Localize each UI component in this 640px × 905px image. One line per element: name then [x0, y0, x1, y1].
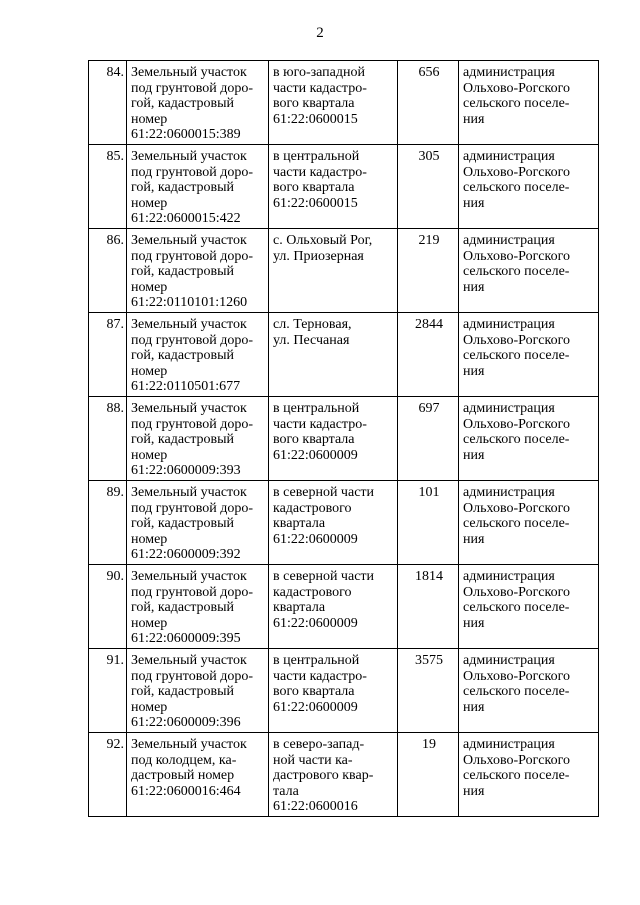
table-row — [89, 649, 599, 733]
land-plots-table — [88, 60, 599, 817]
plot-owner: администрация Ольхово-Рогского сельского поселе- ния — [459, 565, 599, 649]
plot-area: 1814 — [398, 565, 459, 649]
page-number: 2 — [316, 25, 324, 41]
table-row — [89, 229, 599, 313]
plot-description: Земельный участок под грунтовой доро- гой, кадастровый номер 61:22:0600009:393 — [127, 397, 269, 481]
row-number: 91. — [89, 649, 127, 733]
plot-location: в центральной части кадастро- вого квартала 61:22:0600015 — [269, 145, 398, 229]
plot-area: 19 — [398, 733, 459, 817]
table-row — [89, 481, 599, 565]
plot-area: 656 — [398, 61, 459, 145]
table-row — [89, 313, 599, 397]
table-row — [89, 397, 599, 481]
table-row — [89, 145, 599, 229]
row-number: 90. — [89, 565, 127, 649]
plot-description: Земельный участок под колодцем, ка- дастровый номер 61:22:0600016:464 — [127, 733, 269, 817]
plot-location: с. Ольховый Рог, ул. Приозерная — [269, 229, 398, 313]
plot-owner: администрация Ольхово-Рогского сельского поселе- ния — [459, 61, 599, 145]
plot-location: в северной части кадастрового квартала 61:22:0600009 — [269, 565, 398, 649]
row-number: 92. — [89, 733, 127, 817]
plot-description: Земельный участок под грунтовой доро- гой, кадастровый номер 61:22:0600009:392 — [127, 481, 269, 565]
row-number: 86. — [89, 229, 127, 313]
plot-owner: администрация Ольхово-Рогского сельского поселе- ния — [459, 313, 599, 397]
plot-location: в северной части кадастрового квартала 61:22:0600009 — [269, 481, 398, 565]
plot-area: 2844 — [398, 313, 459, 397]
plot-description: Земельный участок под грунтовой доро- гой, кадастровый номер 61:22:0110501:677 — [127, 313, 269, 397]
plot-area: 697 — [398, 397, 459, 481]
plot-description: Земельный участок под грунтовой доро- гой, кадастровый номер 61:22:0600015:389 — [127, 61, 269, 145]
plot-description: Земельный участок под грунтовой доро- гой, кадастровый номер 61:22:0600009:395 — [127, 565, 269, 649]
plot-area: 219 — [398, 229, 459, 313]
plot-description: Земельный участок под грунтовой доро- гой, кадастровый номер 61:22:0600009:396 — [127, 649, 269, 733]
plot-area: 305 — [398, 145, 459, 229]
plot-area: 3575 — [398, 649, 459, 733]
plot-description: Земельный участок под грунтовой доро- гой, кадастровый номер 61:22:0600015:422 — [127, 145, 269, 229]
table-row — [89, 61, 599, 145]
plot-location: в северо-запад- ной части ка- дастрового квар- тала 61:22:0600016 — [269, 733, 398, 817]
row-number: 84. — [89, 61, 127, 145]
row-number: 88. — [89, 397, 127, 481]
plot-description: Земельный участок под грунтовой доро- гой, кадастровый номер 61:22:0110101:1260 — [127, 229, 269, 313]
row-number: 89. — [89, 481, 127, 565]
plot-owner: администрация Ольхово-Рогского сельского поселе- ния — [459, 397, 599, 481]
plot-location: в юго-западной части кадастро- вого квартала 61:22:0600015 — [269, 61, 398, 145]
plot-owner: администрация Ольхово-Рогского сельского поселе- ния — [459, 145, 599, 229]
plot-area: 101 — [398, 481, 459, 565]
plot-location: сл. Терновая, ул. Песчаная — [269, 313, 398, 397]
plot-location: в центральной части кадастро- вого квартала 61:22:0600009 — [269, 397, 398, 481]
table-row — [89, 565, 599, 649]
plot-owner: администрация Ольхово-Рогского сельского поселе- ния — [459, 733, 599, 817]
row-number: 87. — [89, 313, 127, 397]
table-row — [89, 733, 599, 817]
plot-owner: администрация Ольхово-Рогского сельского поселе- ния — [459, 229, 599, 313]
plot-owner: администрация Ольхово-Рогского сельского поселе- ния — [459, 649, 599, 733]
row-number: 85. — [89, 145, 127, 229]
plot-owner: администрация Ольхово-Рогского сельского поселе- ния — [459, 481, 599, 565]
plot-location: в центральной части кадастро- вого квартала 61:22:0600009 — [269, 649, 398, 733]
